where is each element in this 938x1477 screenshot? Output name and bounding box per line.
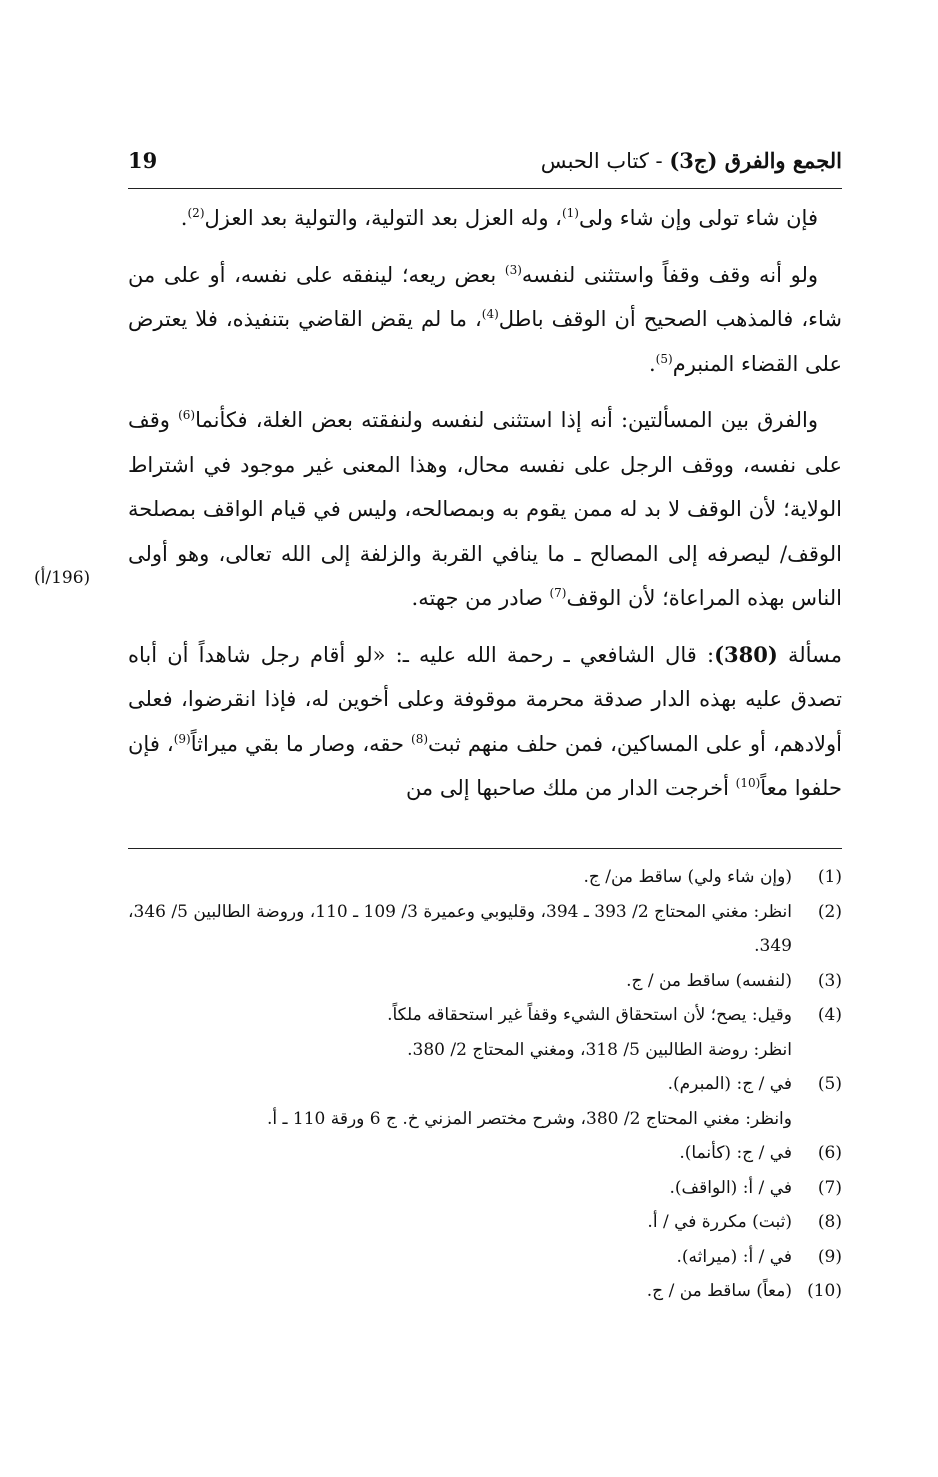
footnote-divider <box>128 848 842 849</box>
footnote-ref-5: (5) <box>655 351 673 366</box>
footnote <box>128 1205 842 1240</box>
footnote-ref-10: (10) <box>735 776 761 790</box>
footnote-line: في / ج: (كأنما). <box>679 1143 792 1163</box>
manuscript-folio-marker: (196/أ) <box>34 568 91 588</box>
footnote-number: (9) <box>817 1246 842 1267</box>
footnote-text <box>128 998 792 1067</box>
footnote <box>128 1136 842 1171</box>
text-run: صادر من جهته. <box>411 586 550 610</box>
footnote-ref-8: (8) <box>411 731 429 746</box>
footnote-line: (لنفسه) ساقط من / ج. <box>626 970 792 991</box>
paragraph-2 <box>128 253 842 387</box>
text-run: وقف على نفسه، ووقف الرجل على نفسه محال، وهذا المعنى غير موجود في اشتراط الولاية؛ لأن الوقف لا بد له ممن يقوم به وبمصالحه، وليس في قيام الواقف بمصلحة الوقف/ ليصرفه إلى المصالح ـ ما ينافي القربة والزلفة إلى الله تعالى، وهو أولى الناس بهذه المراعاة؛ لأن الوقف <box>128 408 842 610</box>
footnote-line: وقيل: يصح؛ لأن استحقاق الشيء وقفاً غير استحقاقه ملكاً. <box>387 1005 792 1025</box>
text-run: أخرجت الدار من ملك صاحبها إلى من <box>405 776 736 800</box>
footnote <box>128 998 842 1067</box>
footnote-text <box>128 860 792 895</box>
header-divider <box>128 188 842 189</box>
text-run: والفرق بين المسألتين: أنه إذا استثنى لنفسه ولنفقته بعض الغلة، فكأنما <box>195 408 818 432</box>
footnote-ref-3: (3) <box>504 262 522 277</box>
footnote-text <box>128 1067 792 1136</box>
masala-label: مسألة <box>787 642 842 667</box>
footnote <box>128 1240 842 1275</box>
footnote-number: (4) <box>817 1005 842 1025</box>
footnote-line: في / أ: (ميراثه). <box>676 1246 792 1267</box>
masala-paragraph <box>128 633 842 811</box>
footnote-line: في / ج: (المبرم). <box>667 1074 792 1094</box>
footnote-line: في / أ: (الواقف). <box>669 1177 792 1198</box>
title-separator: - <box>648 149 670 173</box>
text-run: : قال الشافعي ـ رحمة الله عليه ـ: «لو أقام رجل شاهداً أن أباه تصدق عليه بهذه الدار صدقة محرمة موقوفة وعلى أخوين له، فإذا انقرضوا، فعلى أولادهم، أو على المساكين، فمن حلف منهم ثبت <box>128 642 843 756</box>
running-title <box>541 148 842 173</box>
footnote-text <box>128 1171 792 1206</box>
footnote-ref-7: (7) <box>549 586 567 600</box>
text-run: ، ما لم يقض القاضي بتنفيذه، فلا يعترض على القضاء المنبرم <box>128 307 842 376</box>
footnote-text <box>128 895 792 964</box>
footnote <box>128 1067 842 1136</box>
running-header <box>128 148 842 184</box>
footnote-text <box>128 1205 792 1240</box>
footnote-text <box>128 1240 792 1275</box>
footnote <box>128 860 842 895</box>
footnote <box>128 895 842 964</box>
footnote-ref-4: (4) <box>481 307 499 321</box>
main-text <box>128 196 842 811</box>
text-run: فإن شاء تولى وإن شاء ولى <box>578 206 818 230</box>
footnote-number: (1) <box>817 867 842 887</box>
footnote-text <box>128 964 792 999</box>
footnote-line: (ثبت) مكررة في / أ. <box>647 1212 792 1232</box>
footnote-text <box>128 1274 792 1309</box>
footnotes-section <box>128 860 842 1309</box>
footnote-text <box>128 1136 792 1171</box>
footnote-line: (معاً) ساقط من / ج. <box>646 1281 792 1301</box>
paragraph-3 <box>128 398 842 621</box>
footnote-number: (10) <box>807 1281 842 1301</box>
text-run: ، وله العزل بعد التولية، والتولية بعد العزل <box>204 206 562 230</box>
footnote-ref-2: (2) <box>187 206 205 220</box>
footnote <box>128 964 842 999</box>
footnote-line: انظر: مغني المحتاج 2/ 393 ـ 394، وقليوبي وعميرة 3/ 109 ـ 110، وروضة الطالبين 5/ 346، 349. <box>128 901 792 956</box>
paragraph-1 <box>128 196 842 241</box>
masala-number: (380) <box>714 641 778 667</box>
page-number: 19 <box>128 148 158 173</box>
text-run: ولو أنه وقف وقفاً واستثنى لنفسه <box>521 262 818 287</box>
text-run: بعض ريعه؛ لينفقه على نفسه، أو على من شاء، فالمذهب الصحيح أن الوقف باطل <box>128 262 842 331</box>
text-run: ، فإن حلفوا معاً <box>128 731 842 800</box>
footnote-ref-1: (1) <box>561 206 579 220</box>
footnote-number: (8) <box>817 1212 842 1232</box>
footnote-number: (6) <box>817 1143 842 1163</box>
footnote-line: وانظر: مغني المحتاج 2/ 380، وشرح مختصر المزني خ. ج 6 ورقة 110 ـ أ. <box>266 1108 792 1129</box>
footnote-ref-6: (6) <box>178 408 196 422</box>
footnote-number: (5) <box>817 1074 842 1094</box>
footnote-number: (7) <box>817 1177 842 1198</box>
chapter-title: كتاب الحبس <box>540 149 649 173</box>
footnote-line: انظر: روضة الطالبين 5/ 318، ومغني المحتاج 2/ 380. <box>407 1039 792 1060</box>
footnote-number: (3) <box>817 970 842 991</box>
footnote <box>128 1274 842 1309</box>
text-run: . <box>648 351 656 376</box>
footnote <box>128 1171 842 1206</box>
book-title: الجمع والفرق (ج3) <box>669 148 842 173</box>
footnote-number: (2) <box>817 901 842 922</box>
text-run: حقه، وصار ما بقي ميراثاً <box>190 731 412 756</box>
text-run: . <box>180 206 188 230</box>
footnote-line: (وإن شاء ولي) ساقط من/ ج. <box>583 867 792 887</box>
footnote-ref-9: (9) <box>173 731 191 746</box>
